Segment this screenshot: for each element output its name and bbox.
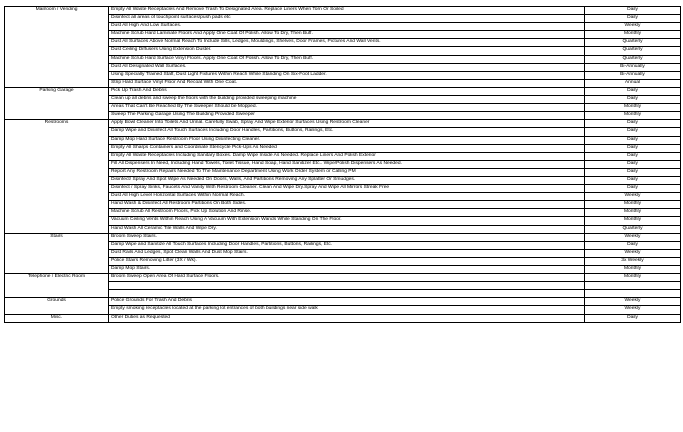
task-cell: Strip Hard Surface Vinyl Floor And Recoat With One Coat. — [109, 79, 585, 87]
area-label: Misc. — [5, 314, 109, 322]
task-cell: Damp Mop Hard Surface Restroom Floor Using Disinfecting Cleaner. — [109, 136, 585, 144]
frequency-cell: Quarterly — [585, 39, 681, 47]
frequency-cell — [585, 290, 681, 298]
frequency-cell: Quarterly — [585, 225, 681, 233]
task-cell: Empty All Waste Receptacles And Remove Trash To Designated Area. Replace Liners When Torn Or Soiled — [109, 7, 585, 15]
area-label: Telephone / Electric Room — [5, 274, 109, 298]
task-cell: Machine Scrub Hard Laminate Floors And Apply One Coat Of Polish. Allow To Dry, Then Buff. — [109, 31, 585, 39]
frequency-cell: Annual — [585, 79, 681, 87]
task-cell: Hand Wash All Ceramic Tile Walls And Wipe Dry. — [109, 225, 585, 233]
frequency-cell: Monthly — [585, 217, 681, 225]
frequency-cell: Weekly — [585, 249, 681, 257]
schedule-body — [5, 7, 681, 323]
area-label: Grounds — [5, 298, 109, 314]
task-cell: Police Stairs Removing Litter (3X / Wk). — [109, 257, 585, 265]
frequency-cell: Weekly — [585, 298, 681, 306]
task-cell: Dust All High And Low Surfaces. — [109, 23, 585, 31]
task-cell: Apply Bowl Cleaner Into Toilets And Urinal. Carefully Swab, Spray And Wipe Exterior Surfaces Using Restroom Cleaner — [109, 120, 585, 128]
area-label: Restrooms — [5, 120, 109, 233]
task-cell: Empty smoking receptacles located at the parking lot entrances of both buildings near side walk — [109, 306, 585, 314]
task-cell: Report Any Restroom Repairs Needed To The Maintenance Department Using Work Order System or Calling PM — [109, 168, 585, 176]
task-cell: Police Grounds For Trash And Debris — [109, 298, 585, 306]
frequency-cell: Weekly — [585, 306, 681, 314]
task-cell: Dust All Designated Wall Surfaces. — [109, 63, 585, 71]
frequency-cell: Bi-Annually — [585, 63, 681, 71]
task-cell: Clean up all debris and sweep the floors with the building provided sweeping machine — [109, 96, 585, 104]
frequency-cell: Monthly — [585, 266, 681, 274]
table-row — [5, 7, 681, 15]
task-cell: Damp Wipe and Disinfect All Touch Surfaces Including Door Handles, Partitions, Buttons, Railings, Etc. — [109, 128, 585, 136]
frequency-cell: Quarterly — [585, 47, 681, 55]
task-cell: Using Specially Trained Staff, Dust Light Fixtures Within Reach While Standing On Six-Foot Ladder. — [109, 71, 585, 79]
cleaning-schedule-table — [4, 6, 681, 323]
task-cell: Fill All Dispensers In Need, Including Hand Towels, Toilet Tissue, Hand Soap, Hand Sanitizer Etc.. Wipe/Polish Dispensers As Needed. — [109, 160, 585, 168]
task-cell: Machine Scrub All Restroom Floors, Pick Up Solution And Rinse. — [109, 209, 585, 217]
frequency-cell: Daily — [585, 160, 681, 168]
frequency-cell: Daily — [585, 314, 681, 322]
task-cell: Dust Ceiling Diffusers Using Extension Duster. — [109, 47, 585, 55]
frequency-cell: 3x Weekly — [585, 257, 681, 265]
task-cell: Damp Wipe and Sanitize All Touch Surfaces Including Door Handles, Partitions, Buttons, Railings, Etc. — [109, 241, 585, 249]
task-cell: Damp Mop Stairs. — [109, 266, 585, 274]
frequency-cell: Monthly — [585, 104, 681, 112]
frequency-cell: Daily — [585, 15, 681, 23]
frequency-cell — [585, 282, 681, 290]
task-cell: Other Duties as Requested — [109, 314, 585, 322]
task-cell: Disinfect all areas of touchpoint surfaces/push pads etc — [109, 15, 585, 23]
frequency-cell: Monthly — [585, 209, 681, 217]
table-row — [5, 87, 681, 95]
frequency-cell: Bi-Annually — [585, 71, 681, 79]
task-cell: Empty All Waste Receptacles Including Sanitary Boxes. Damp Wipe Inside As Needed. Replace Liners And Polish Exterior — [109, 152, 585, 160]
frequency-cell: Daily — [585, 152, 681, 160]
frequency-cell: Daily — [585, 120, 681, 128]
table-row — [5, 314, 681, 322]
task-cell: Disinfect / Spray Sinks, Faucets And Vanity With Restroom Cleaner. Clean And Wipe Dry.Spray And Wipe All Mirrors Streak Free — [109, 185, 585, 193]
frequency-cell: Daily — [585, 96, 681, 104]
frequency-cell: Daily — [585, 136, 681, 144]
table-row — [5, 298, 681, 306]
frequency-cell: Daily — [585, 128, 681, 136]
frequency-cell: Monthly — [585, 201, 681, 209]
area-label: Stairs — [5, 233, 109, 273]
frequency-cell: Daily — [585, 144, 681, 152]
frequency-cell: Weekly — [585, 23, 681, 31]
frequency-cell: Weekly — [585, 193, 681, 201]
table-row — [5, 120, 681, 128]
frequency-cell: Daily — [585, 87, 681, 95]
task-cell: Empty All Sharps Containers and Coordinate Stericycle Pick-Ups As Needed — [109, 144, 585, 152]
task-cell: Dust All Surfaces Above Normal Reach To Include Sills, Ledges, Mouldings, Shelves, Door Frames, Pictures And Wall Vents. — [109, 39, 585, 47]
task-cell — [109, 282, 585, 290]
task-cell: Areas That Can't Be Reached By The Sweeper Should be Mopped. — [109, 104, 585, 112]
frequency-cell: Weekly — [585, 233, 681, 241]
frequency-cell: Daily — [585, 168, 681, 176]
task-cell: Vacuum Ceiling Vents Within Reach Using A Vacuum With Extension Wands While Standing On The Floor. — [109, 217, 585, 225]
table-row — [5, 233, 681, 241]
task-cell: Dust All High Level Horizontal Surfaces Within Normal Reach. — [109, 193, 585, 201]
table-row — [5, 274, 681, 282]
area-label: Mailroom / Vending — [5, 7, 109, 88]
frequency-cell: Daily — [585, 176, 681, 184]
task-cell: Broom Sweep Stairs. — [109, 233, 585, 241]
frequency-cell: Quarterly — [585, 55, 681, 63]
task-cell: Dust Rails And Ledges, Spot Clean Walls And Dust Mop Stairs. — [109, 249, 585, 257]
frequency-cell: Daily — [585, 185, 681, 193]
frequency-cell: Monthly — [585, 31, 681, 39]
task-cell: Broom Sweep Open Area Of Hard Surface Floors. — [109, 274, 585, 282]
task-cell — [109, 290, 585, 298]
task-cell: Pick Up Trash And Debris — [109, 87, 585, 95]
task-cell: Disinfect/ Spray And Spot Wipe As Needed On Doors, Walls, And Partitions Removing Any Splatter Or Smudges. — [109, 176, 585, 184]
task-cell: Hand Wash & Disinfect All Restroom Partitions On Both Sides. — [109, 201, 585, 209]
frequency-cell: Daily — [585, 241, 681, 249]
task-cell: Sweep The Parking Garage Using The Building Provided Sweeper — [109, 112, 585, 120]
frequency-cell: Daily — [585, 7, 681, 15]
area-label: Parking Garage — [5, 87, 109, 119]
frequency-cell: Monthly — [585, 112, 681, 120]
task-cell: Machine Scrub Hard Surface Vinyl Floors. Apply One Coat Of Polish. Allow To Dry, Then Buff. — [109, 55, 585, 63]
frequency-cell: Monthly — [585, 274, 681, 282]
